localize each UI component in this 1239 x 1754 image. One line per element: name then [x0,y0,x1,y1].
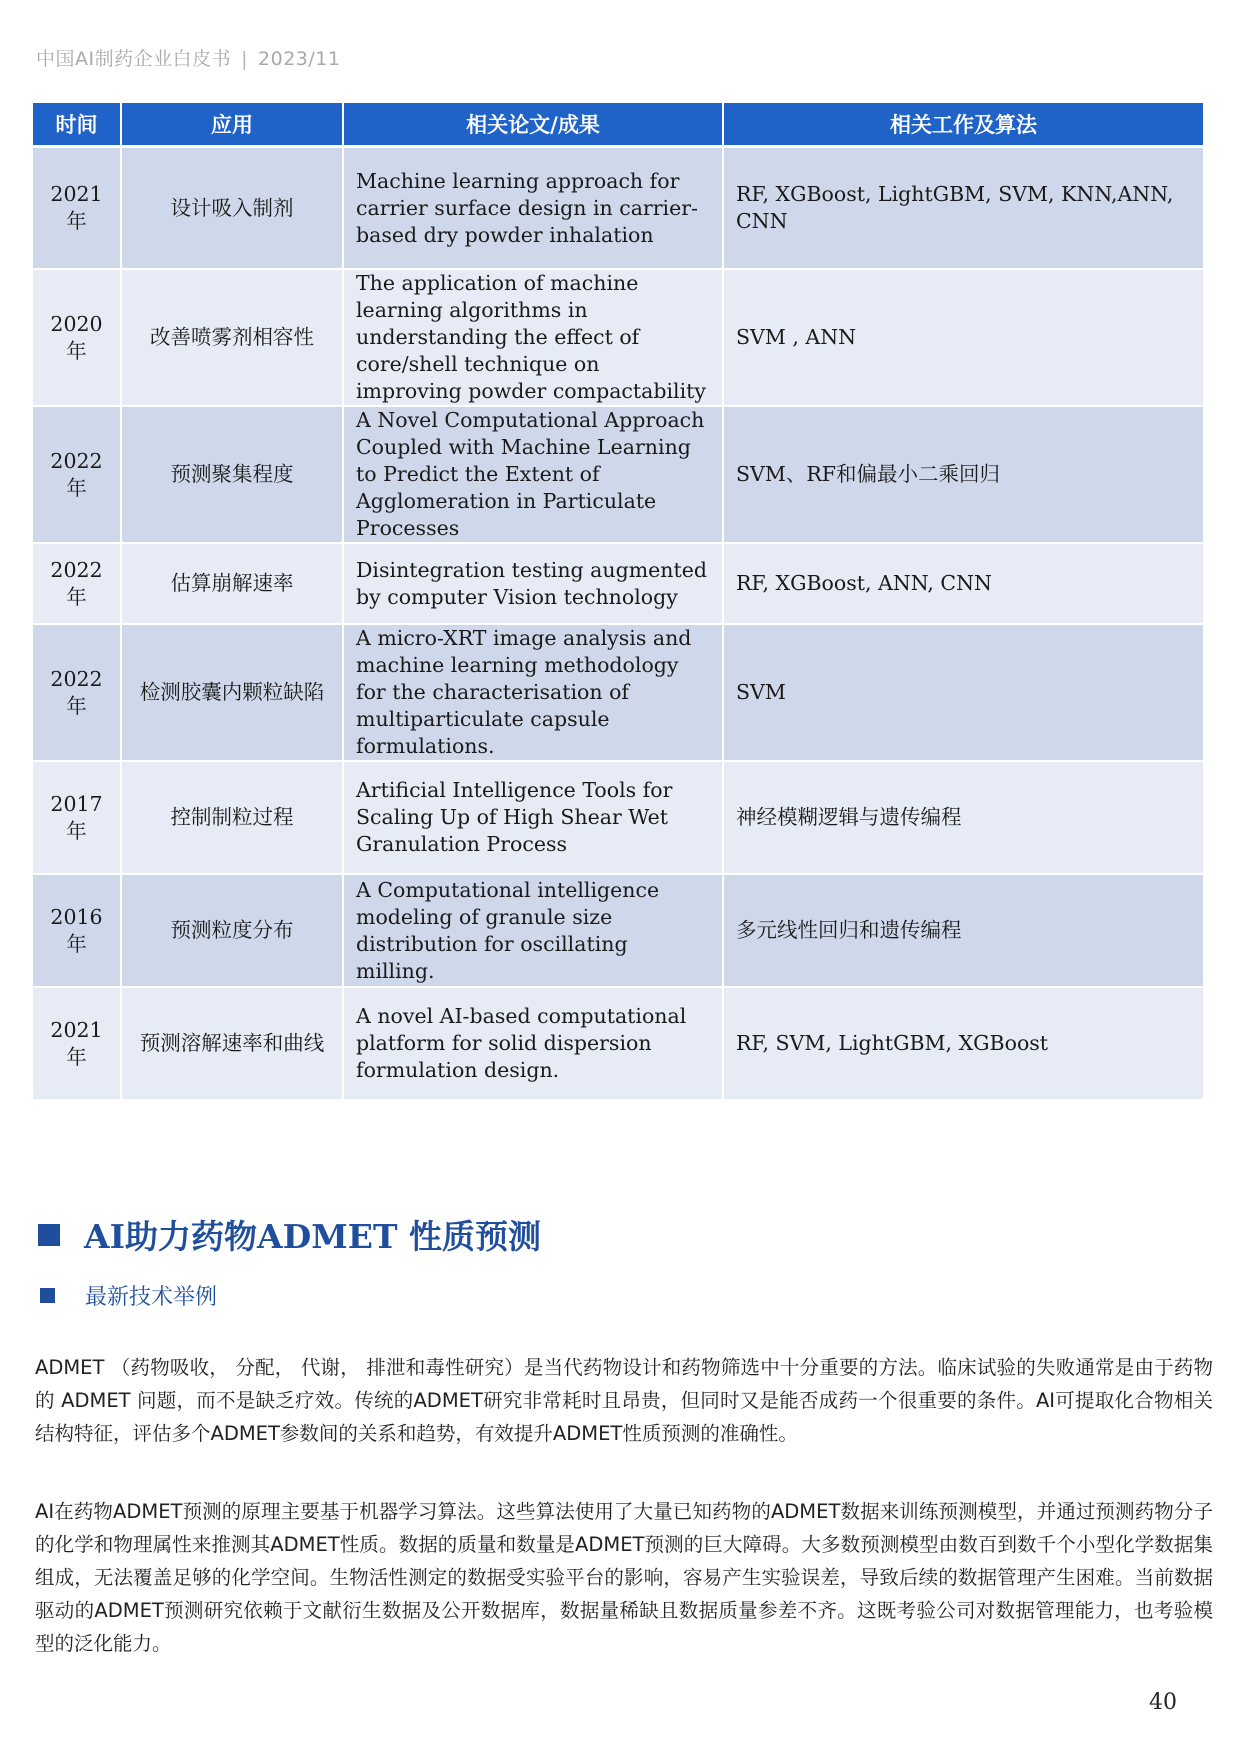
page-number: 40 [1149,1690,1177,1715]
table-row [33,270,1203,407]
cell-year: 2020年 [33,270,122,407]
table-row [33,148,1203,270]
running-header [36,44,340,71]
paragraph-admet-principle: AI在药物ADMET预测的原理主要基于机器学习算法。这些算法使用了大量已知药物的ADMET数据来训练预测模型，并通过预测药物分子的化学和物理属性来推测其ADMET性质。数据的质量和数量是ADMET预测的巨大障碍。大多数预测模型由数百到数千个小型化学数据集组成，无法覆盖足够的化学空间。生物活性测定的数据受实验平台的影响，容易产生实验误差，导致后续的数据管理产生困难。当前数据驱动的ADMET预测研究依赖于文献衍生数据及公开数据库，数据量稀缺且数据质量参差不齐。这既考验公司对数据管理能力，也考验模型的泛化能力。 [35,1500,1213,1655]
cell-paper: A novel AI-based computational platform for solid dispersion formulation design. [344,988,724,1101]
cell-paper: A micro-XRT image analysis and machine learning methodology for the characterisation of multiparticulate capsule formulations. [344,625,724,762]
cell-year: 2016年 [33,875,122,988]
cell-paper: Machine learning approach for carrier surface design in carrier-based dry powder inhalation [344,148,724,270]
header-date: 2023/11 [258,48,341,70]
section-title: AI助力药物ADMET 性质预测 [84,1217,541,1256]
table-header-row [33,103,1203,148]
cell-application: 设计吸入制剂 [122,148,344,270]
col-header-application: 应用 [122,103,344,148]
cell-algorithms: RF, SVM, LightGBM, XGBoost [724,988,1203,1101]
cell-paper: A Novel Computational Approach Coupled with Machine Learning to Predict the Extent of Agglomeration in Particulate Processes [344,407,724,544]
cell-paper: The application of machine learning algorithms in understanding the effect of core/shell technique on improving powder compactability [344,270,724,407]
cell-application: 控制制粒过程 [122,762,344,875]
cell-application: 检测胶囊内颗粒缺陷 [122,625,344,762]
cell-application: 预测聚集程度 [122,407,344,544]
cell-algorithms: SVM、RF和偏最小二乘回归 [724,407,1203,544]
cell-algorithms: 多元线性回归和遗传编程 [724,875,1203,988]
cell-year: 2022年 [33,407,122,544]
col-header-algorithms: 相关工作及算法 [724,103,1203,148]
subsection-title: 最新技术举例 [85,1285,218,1310]
cell-application: 估算崩解速率 [122,544,344,625]
cell-application: 预测溶解速率和曲线 [122,988,344,1101]
ai-formulation-table [33,103,1203,1101]
square-bullet-icon [40,1288,55,1303]
table-row [33,407,1203,544]
cell-paper: A Computational intelligence modeling of granule size distribution for oscillating milling. [344,875,724,988]
paragraph-admet-intro: ADMET （药物吸收， 分配， 代谢， 排泄和毒性研究）是当代药物设计和药物筛选中十分重要的方法。临床试验的失败通常是由于药物的 ADMET 问题，而不是缺乏疗效。传统的ADMET研究非常耗时且昂贵，但同时又是能否成药一个很重要的条件。AI可提取化合物相关结构特征，评估多个ADMET参数间的关系和趋势，有效提升ADMET性质预测的准确性。 [35,1356,1213,1445]
square-bullet-icon [38,1224,60,1246]
table-row [33,544,1203,625]
cell-year: 2021年 [33,148,122,270]
cell-algorithms: RF, XGBoost, ANN, CNN [724,544,1203,625]
cell-year: 2022年 [33,625,122,762]
table-row [33,988,1203,1101]
subsection-heading [38,1280,217,1311]
cell-year: 2021年 [33,988,122,1101]
cell-year: 2022年 [33,544,122,625]
section-heading [38,1211,541,1258]
header-separator: | [241,48,249,70]
cell-application: 改善喷雾剂相容性 [122,270,344,407]
header-title: 中国AI制药企业白皮书 [36,48,232,70]
col-header-paper: 相关论文/成果 [344,103,724,148]
col-header-time: 时间 [33,103,122,148]
cell-algorithms: RF, XGBoost, LightGBM, SVM, KNN,ANN, CNN [724,148,1203,270]
cell-algorithms: SVM [724,625,1203,762]
cell-algorithms: 神经模糊逻辑与遗传编程 [724,762,1203,875]
cell-paper: Artificial Intelligence Tools for Scaling Up of High Shear Wet Granulation Process [344,762,724,875]
cell-year: 2017年 [33,762,122,875]
cell-paper: Disintegration testing augmented by computer Vision technology [344,544,724,625]
cell-application: 预测粒度分布 [122,875,344,988]
cell-algorithms: SVM , ANN [724,270,1203,407]
table-row [33,762,1203,875]
table-row [33,875,1203,988]
table-row [33,625,1203,762]
